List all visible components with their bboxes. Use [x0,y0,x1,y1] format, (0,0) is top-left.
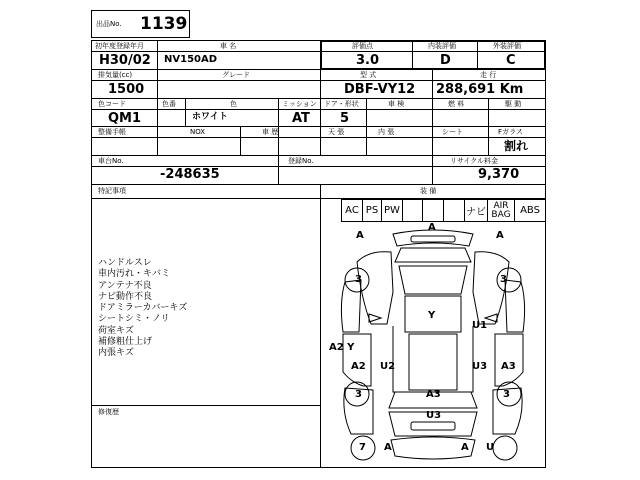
mark-rear-right-u: U [486,442,495,453]
divider [91,184,546,185]
mark-rear-left-a: A [384,442,392,453]
recycle-label: リサイクル料金 [450,157,499,165]
color-code-value: QM1 [108,111,142,126]
divider [432,69,433,98]
displacement-value: 1500 [108,82,145,97]
note-line: 車内汚れ・キバミ [98,269,171,280]
mark-left-rear-3: 3 [355,389,362,400]
equipment-blank-2 [422,199,444,222]
divider [91,109,546,110]
exterior-label: 外装評価 [493,42,521,50]
equipment-blank-3 [443,199,465,222]
mark-left-a2y: A2 Y [329,342,355,353]
divider [157,98,158,126]
notes-list [98,258,187,360]
divider [477,40,478,69]
divider [91,80,546,81]
registration-label: 登録No. [288,157,314,165]
mark-right-fender-3: 3 [500,274,507,285]
equipment-ps: PS [362,199,382,222]
divider [91,155,546,156]
mark-right-rear-3: 3 [503,389,510,400]
mark-front-a: A [428,222,436,233]
mark-right-u3: U3 [472,361,488,372]
divider [320,98,321,126]
mark-left-fender-3: 3 [355,274,362,285]
divider [432,155,433,184]
equipment-blank-1 [402,199,423,222]
glass-value: 割れ [504,139,529,153]
equipment-title: 装 備 [420,187,437,195]
divider [320,69,321,98]
repair-history-title: 修復歴 [98,408,119,416]
note-line: アンテナ不良 [98,280,152,291]
equipment-airbag: AIR BAG [487,199,515,222]
displacement-label: 排気量(cc) [98,71,133,79]
equipment-pw: PW [381,199,403,222]
recycle-value: 9,370 [478,167,520,182]
equipment-ac: AC [341,199,363,222]
score-value: 3.0 [356,53,380,68]
sunroof-label: 天 張 [328,128,345,136]
note-line: 内張キズ [98,348,134,359]
mark-front-left-a: A [356,230,364,241]
notes-title: 特記事項 [98,187,126,195]
type-label: 型 式 [360,71,377,79]
note-line: ナビ動作不良 [98,291,153,302]
equipment-navi: ナビ [464,199,488,222]
chassis-label: 車台No. [98,157,124,165]
score-label: 評価点 [352,42,373,50]
divider [320,126,321,155]
first-reg-label: 初年度登録年月 [95,42,144,50]
mileage-value: 288,691 Km [436,82,524,97]
divider [91,126,546,127]
model-label: 車 名 [220,42,237,50]
glass-label: Fガラス [498,128,523,136]
color-value: ホワイト [192,112,228,122]
seat-label: シート [442,128,463,136]
drive-label: 駆 動 [505,100,522,108]
note-line: 荷室キズ [98,325,134,336]
color-code-label: 色コード [98,100,126,108]
note-line: ハンドルスレ [98,258,152,268]
divider [488,126,489,155]
interior-value: D [440,53,451,68]
doors-label: ドア・形状 [324,100,359,108]
divider [412,40,413,69]
car-diagram [321,222,545,467]
mileage-label: 走 行 [480,71,497,79]
interior-label: 内装評価 [428,42,456,50]
color-number-label: 色番 [162,100,176,108]
mark-rear-right-a: A [461,442,469,453]
note-line: シートシミ・ノリ [98,314,170,325]
mark-left-u2: U2 [380,361,396,372]
exterior-value: C [506,53,516,68]
mark-rear-a3: A3 [426,389,441,400]
note-line: ドアミラーカバーキズ [98,303,188,314]
mark-rear-u3: U3 [426,410,442,421]
divider [432,98,433,126]
divider [91,405,320,406]
transmission-label: ミッション [282,100,317,108]
divider [432,126,433,155]
maintenance-label: 整備手帳 [98,128,126,136]
equipment-abs: ABS [514,199,546,222]
lot-number-label: 出品No. [96,20,122,28]
grade-label: グレード [222,71,250,79]
mark-front-right-a: A [496,230,504,241]
type-value: DBF-VY12 [344,82,416,97]
transmission-value: AT [292,111,310,126]
divider [157,69,158,98]
divider [91,98,546,99]
lot-number-value: 1139 [140,14,188,34]
divider [366,98,367,126]
divider [91,137,546,138]
doors-value: 5 [340,111,350,126]
mark-left-a2: A2 [351,361,366,372]
divider [185,98,186,126]
mark-rear-left-7: 7 [359,442,366,453]
chassis-value: -248635 [160,167,220,182]
history-label: 車 歴 [262,128,279,136]
divider [278,98,279,126]
mark-right-door-u1: U1 [472,320,488,331]
divider [157,126,158,155]
first-reg-value: H30/02 [99,53,151,68]
interior-trim-label: 内 張 [378,128,395,136]
color-label: 色 [230,100,237,108]
divider [240,126,241,155]
mark-roof-y: Y [428,310,436,321]
divider [488,98,489,126]
note-line: 補修粗仕上げ [98,337,153,348]
inspection-label: 車 検 [388,100,405,108]
mark-right-a3: A3 [501,361,516,372]
model-value: NV150AD [164,54,218,65]
divider [157,40,158,69]
fuel-label: 燃 料 [448,100,465,108]
nox-label: NOX [190,128,206,136]
divider [366,126,367,155]
divider [278,155,279,184]
